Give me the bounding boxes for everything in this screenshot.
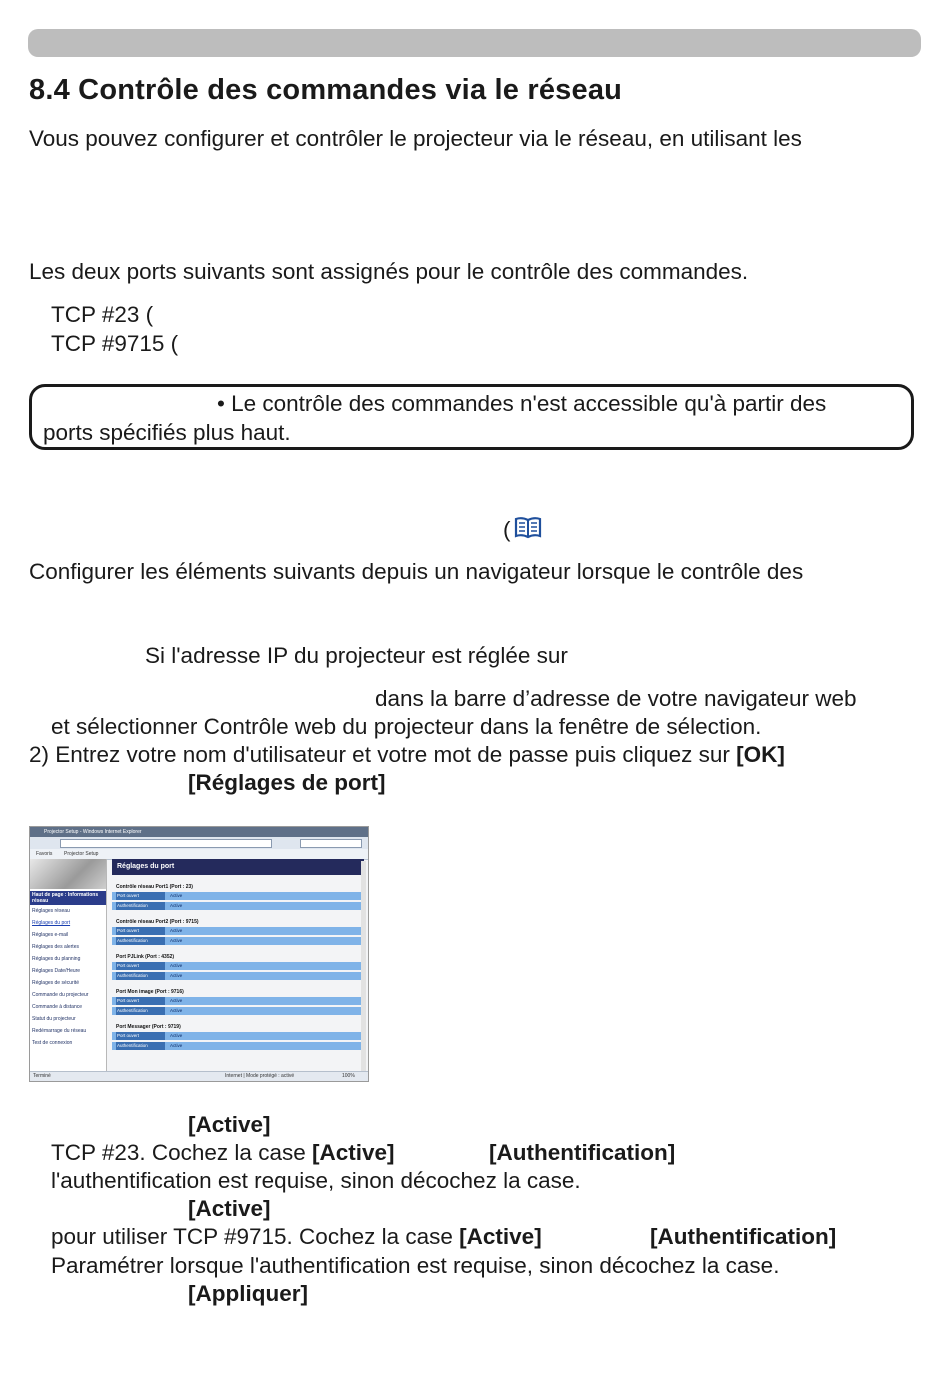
row-value: Active	[170, 1043, 183, 1048]
step2-line	[29, 741, 785, 769]
row-value: Active	[170, 1033, 183, 1038]
port-9715-text: TCP #9715 (	[51, 331, 179, 356]
sidebar-item-port-settings: Réglages du port	[32, 920, 71, 926]
port-group-title: Port Mon image (Port : 9716)	[116, 989, 184, 995]
row-key: Port ouvert	[116, 892, 165, 900]
sidebar-item: Réglages e-mail	[32, 932, 69, 938]
step5-active-label: [Active]	[188, 1196, 271, 1221]
row-value: Active	[170, 893, 183, 898]
port-row	[112, 962, 364, 970]
step2-ok-label: [OK]	[736, 742, 785, 767]
sidebar-item: Redémarrage du réseau	[32, 1028, 87, 1034]
page-header-bar	[28, 29, 921, 57]
row-value: Active	[170, 963, 183, 968]
browser-tab-projector: Projector Setup	[64, 851, 99, 857]
step1-text-a: Si l'adresse IP du projecteur est réglée sur	[145, 643, 568, 668]
browser-window-title: Projector Setup - Windows Internet Explorer	[44, 829, 142, 835]
sidebar-item: Réglages réseau	[32, 908, 70, 914]
status-mid: Internet | Mode protégé : activé	[225, 1073, 295, 1079]
row-value: Active	[170, 903, 183, 908]
sidebar-selected-item: Haut de page : Informations réseau	[30, 891, 106, 905]
row-key: Port ouvert	[116, 927, 165, 935]
step4-line	[51, 1139, 395, 1167]
config-intro-text: Configurer les éléments suivants depuis un navigateur lorsque le contrôle des	[29, 559, 804, 584]
step6-apply-label: [Appliquer]	[188, 1281, 308, 1306]
row-key: Authentification	[116, 937, 165, 945]
row-key: Authentification	[116, 1007, 165, 1015]
step3-port-settings-label: [Réglages de port]	[188, 770, 386, 795]
step4-auth-label: [Authentification]	[489, 1140, 676, 1165]
step1-text-c: et sélectionner Contrôle web du projecteur dans la fenêtre de sélection.	[51, 714, 762, 739]
screenshot-main	[112, 859, 364, 1073]
step5-line	[51, 1223, 542, 1251]
browser-status-bar	[30, 1071, 368, 1081]
row-key: Port ouvert	[116, 997, 165, 1005]
sidebar-item: Commande à distance	[32, 1004, 83, 1010]
step2-text: 2) Entrez votre nom d'utilisateur et votre mot de passe puis cliquez sur	[29, 742, 730, 767]
status-zoom: 100%	[342, 1073, 355, 1079]
browser-titlebar	[30, 827, 368, 837]
screenshot-page-header: Réglages du port	[112, 859, 364, 875]
step5-active-checkbox-label: [Active]	[459, 1224, 542, 1249]
port-row	[112, 1007, 364, 1015]
port-group	[112, 954, 364, 980]
reference-paren: (	[503, 517, 511, 542]
port-23-text: TCP #23 (	[51, 302, 154, 327]
row-key: Authentification	[116, 1042, 165, 1050]
note-text-2: ports spécifiés plus haut.	[43, 420, 291, 445]
status-left: Terminé	[33, 1073, 51, 1079]
browser-screenshot	[29, 826, 369, 1082]
row-key: Port ouvert	[116, 962, 165, 970]
row-value: Active	[170, 938, 183, 943]
port-row	[112, 972, 364, 980]
row-key: Port ouvert	[116, 1032, 165, 1040]
port-row	[112, 927, 364, 935]
port-group	[112, 1024, 364, 1050]
sidebar-item: Réglages du planning	[32, 956, 81, 962]
port-row	[112, 892, 364, 900]
port-row	[112, 997, 364, 1005]
screenshot-sidebar	[30, 859, 107, 1073]
sidebar-item: Réglages de sécurité	[32, 980, 79, 986]
port-group-title: Contrôle réseau Port1 (Port : 23)	[116, 884, 193, 890]
row-value: Active	[170, 973, 183, 978]
sidebar-item: Réglages Date/Heure	[32, 968, 81, 974]
step5-auth-label: [Authentification]	[650, 1224, 837, 1249]
book-icon	[514, 516, 542, 540]
port-row	[112, 1032, 364, 1040]
screenshot-scrollbar	[361, 861, 366, 1071]
port-row	[112, 902, 364, 910]
sidebar-item: Statut du projecteur	[32, 1016, 76, 1022]
step5-text-a: pour utiliser TCP #9715. Cochez la case	[51, 1224, 453, 1249]
step4-active-checkbox-label: [Active]	[311, 1140, 395, 1165]
row-value: Active	[170, 1008, 183, 1013]
sidebar-item: Test de connexion	[32, 1040, 73, 1046]
step4-active-label: [Active]	[188, 1112, 271, 1137]
row-key: Authentification	[116, 972, 165, 980]
browser-tab-favorites: Favoris	[36, 851, 53, 857]
row-key: Authentification	[116, 902, 165, 910]
sidebar-item: Réglages des alertes	[32, 944, 79, 950]
port-row	[112, 1042, 364, 1050]
row-value: Active	[170, 928, 183, 933]
step5-text-b: Paramétrer lorsque l'authentification est requise, sinon décochez la case.	[51, 1253, 780, 1278]
intro-text: Vous pouvez configurer et contrôler le projecteur via le réseau, en utilisant les	[29, 126, 802, 151]
row-value: Active	[170, 998, 183, 1003]
port-group	[112, 884, 364, 910]
sidebar-item: Commande du projecteur	[32, 992, 89, 998]
port-group-title: Contrôle réseau Port2 (Port : 9715)	[116, 919, 199, 925]
port-group-title: Port Messager (Port : 9719)	[116, 1024, 181, 1030]
port-group	[112, 989, 364, 1015]
step1-text-b: dans la barre d’adresse de votre navigateur web	[375, 686, 857, 711]
ports-intro-text: Les deux ports suivants sont assignés pour le contrôle des commandes.	[29, 259, 749, 284]
projector-photo	[30, 859, 106, 889]
step4-text-a: TCP #23. Cochez la case	[51, 1140, 306, 1165]
port-group	[112, 919, 364, 945]
port-group-title: Port PJLink (Port : 4352)	[116, 954, 175, 960]
port-row	[112, 937, 364, 945]
step4-text-b: l'authentification est requise, sinon décochez la case.	[51, 1168, 581, 1193]
section-title: 8.4 Contrôle des commandes via le réseau	[29, 74, 623, 106]
note-text: • Le contrôle des commandes n'est accessible qu'à partir des	[217, 391, 827, 416]
